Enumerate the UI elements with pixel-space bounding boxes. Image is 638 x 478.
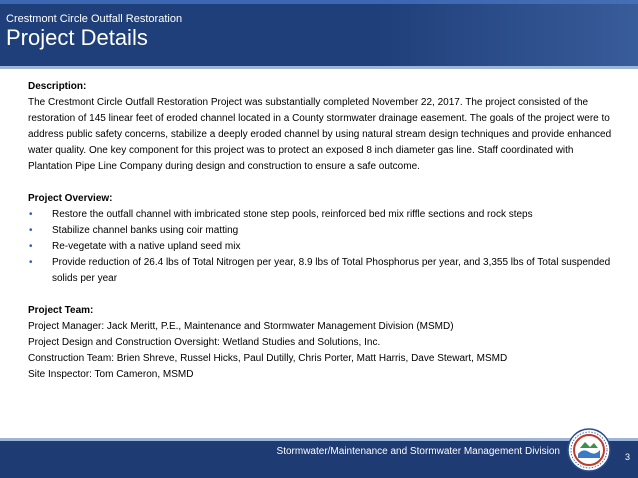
- footer-division-text: Stormwater/Maintenance and Stormwater Management Division: [276, 446, 560, 457]
- list-item: [28, 223, 612, 239]
- footer-divider: [0, 438, 638, 441]
- header-gradient: [378, 0, 638, 66]
- slide-title: Project Details: [6, 25, 148, 50]
- header-bar: [0, 0, 638, 66]
- list-item: [28, 239, 612, 255]
- overview-list: [28, 207, 612, 287]
- county-seal-icon: [567, 428, 611, 472]
- team-heading: Project Team:: [28, 305, 94, 316]
- slide-subtitle: Crestmont Circle Outfall Restoration: [6, 13, 183, 25]
- team-line: Project Manager: Jack Meritt, P.E., Maintenance and Stormwater Management Division (MSMD): [28, 321, 454, 332]
- bullet-icon: •: [29, 241, 33, 252]
- header-divider: [0, 66, 638, 69]
- list-item-text: Provide reduction of 26.4 lbs of Total Nitrogen per year, 8.9 lbs of Total Phosphorus per year, and 3,355 lbs of Total suspended solids per year: [52, 257, 611, 284]
- description-text: The Crestmont Circle Outfall Restoration Project was substantially completed November 22, 2017. The project consisted of the restoration of 145 linear feet of eroded channel located in a County stormwater drainage easement. The goals of the project were to address public safety concerns, stabilize a deeply eroded channel by using natural stream design techniques and provide enhanced water quality. One key component for this project was to protect an exposed 8 inch diameter gas line. Staff coordinated with Plantation Pipe Line Company during design and construction to ensure a safe outcome.: [28, 97, 612, 172]
- list-item-text: Re-vegetate with a native upland seed mix: [52, 241, 241, 252]
- page-number: 3: [624, 452, 630, 462]
- bullet-icon: •: [29, 225, 33, 236]
- bullet-icon: •: [29, 209, 33, 220]
- overview-heading: Project Overview:: [28, 193, 113, 204]
- list-item: [28, 255, 612, 287]
- list-item-text: Restore the outfall channel with imbricated stone step pools, reinforced bed mix riffle sections and rock steps: [52, 209, 533, 220]
- spacer: [28, 175, 612, 191]
- spacer: [28, 287, 612, 303]
- footer-bar: [0, 438, 638, 478]
- list-item-text: Stabilize channel banks using coir matting: [52, 225, 239, 236]
- team-line: Site Inspector: Tom Cameron, MSMD: [28, 369, 194, 380]
- team-line: Project Design and Construction Oversight: Wetland Studies and Solutions, Inc.: [28, 337, 381, 348]
- description-heading: Description:: [28, 81, 87, 92]
- list-item: [28, 207, 612, 223]
- bullet-icon: •: [29, 257, 33, 268]
- team-line: Construction Team: Brien Shreve, Russel Hicks, Paul Dutilly, Chris Porter, Matt Harris, Dave Stewart, MSMD: [28, 353, 508, 364]
- content-body: [28, 79, 612, 383]
